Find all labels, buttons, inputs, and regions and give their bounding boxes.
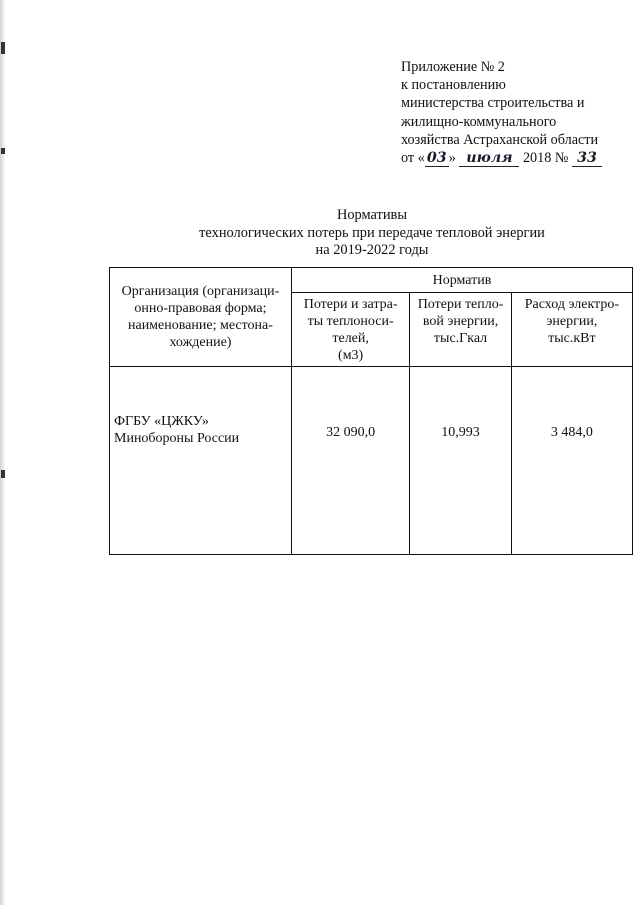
header-text: онно-правовая форма; bbox=[134, 301, 267, 316]
annex-line: к постановлению bbox=[401, 77, 506, 94]
annex-title: Приложение № 2 bbox=[401, 59, 505, 75]
org-column-header bbox=[110, 268, 292, 367]
org-name-cell bbox=[110, 367, 292, 555]
date-month-handwritten: июля bbox=[459, 151, 519, 167]
scan-page-edge bbox=[0, 0, 6, 905]
header-text: Потери тепло- bbox=[417, 297, 504, 312]
header-text: тыс.кВт bbox=[548, 331, 596, 346]
electricity-value: 3 484,0 bbox=[511, 367, 632, 555]
norm-group-header: Норматив bbox=[291, 268, 632, 293]
title-line: Нормативы bbox=[336, 207, 408, 223]
scan-edge-mark bbox=[1, 470, 5, 478]
header-text: ты теплоноси- bbox=[307, 314, 394, 329]
header-text: вой энергии, bbox=[422, 314, 499, 329]
document-title bbox=[110, 207, 634, 260]
annex-date-line bbox=[401, 149, 637, 167]
annex-block bbox=[401, 58, 637, 167]
org-ministry: Минобороны России bbox=[114, 431, 240, 446]
annex-line: хозяйства Астраханской области bbox=[401, 131, 599, 148]
header-text: (м3) bbox=[338, 348, 364, 363]
losses-carrier-value: 32 090,0 bbox=[291, 367, 409, 555]
heat-losses-value: 10,993 bbox=[410, 367, 511, 555]
electricity-header bbox=[511, 293, 632, 367]
table-row bbox=[110, 367, 633, 555]
header-text: энергии, bbox=[546, 314, 598, 329]
scan-edge-mark bbox=[1, 148, 5, 154]
scan-edge-mark bbox=[1, 42, 5, 54]
header-text: Организация (организаци- bbox=[121, 284, 280, 299]
date-day-handwritten: 03 bbox=[425, 151, 449, 167]
header-text: хождение) bbox=[169, 335, 232, 350]
date-mid: » bbox=[448, 150, 456, 167]
title-line: технологических потерь при передаче тепловой энергии bbox=[199, 224, 545, 241]
header-text: Расход электро- bbox=[524, 297, 620, 312]
header-text: тыс.Гкал bbox=[433, 331, 488, 346]
heat-losses-header bbox=[410, 293, 511, 367]
annex-line: жилищно-коммунального bbox=[401, 113, 557, 130]
table-header-row bbox=[110, 268, 633, 293]
date-prefix: от « bbox=[401, 150, 425, 167]
annex-line: министерства строительства и bbox=[401, 95, 585, 112]
org-name: ФГБУ «ЦЖКУ» bbox=[114, 414, 209, 429]
date-year: 2018 № bbox=[522, 150, 569, 167]
header-text: Потери и затра- bbox=[303, 297, 398, 312]
losses-carrier-header bbox=[291, 293, 409, 367]
header-text: телей, bbox=[332, 331, 369, 346]
title-line: на 2019-2022 годы bbox=[315, 242, 429, 258]
doc-number-handwritten: 33 bbox=[572, 151, 602, 167]
norms-table bbox=[109, 267, 633, 555]
header-text: наименование; местона- bbox=[127, 318, 273, 333]
